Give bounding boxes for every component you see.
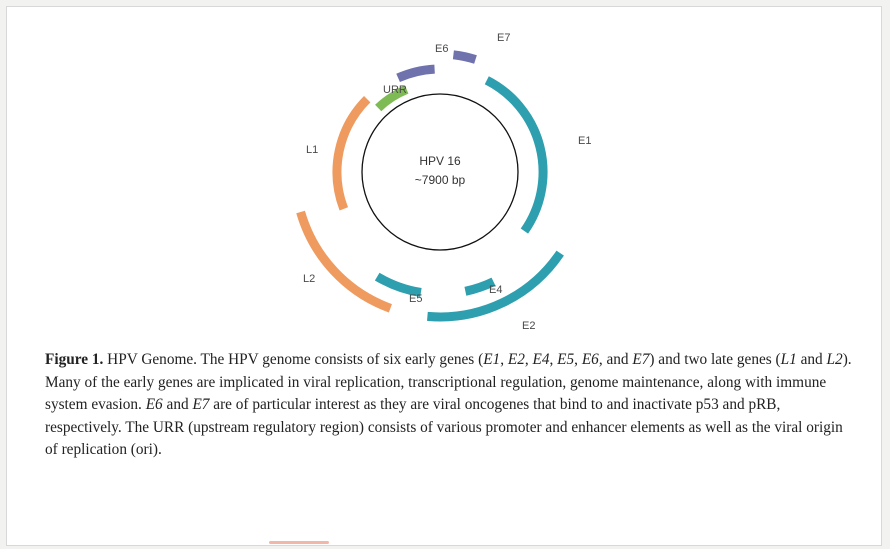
caption-segment: , <box>524 351 533 368</box>
caption-segment: , <box>574 351 582 368</box>
caption-segment: L1 <box>780 351 797 368</box>
gene-label-l1: L1 <box>306 144 319 156</box>
figure-label: Figure 1. <box>45 351 104 368</box>
caption-segment: L2 <box>826 351 843 368</box>
gene-label-e2: E2 <box>522 320 536 332</box>
caption-segment: HPV Genome. The HPV genome consists of six early genes ( <box>103 351 484 368</box>
gene-arc-e6 <box>398 69 435 78</box>
genome-ring <box>362 94 518 250</box>
caption-segment: are of particular interest as they are viral oncogenes that bind to and inactivate p53 and pRB, respectively. The URR (upstream regulatory region) consists of various promoter and enhancer elements as well as the viral origin of replication (ori). <box>45 396 843 458</box>
decorative-mark <box>269 541 329 544</box>
caption-segment: E6 <box>145 396 163 413</box>
gene-label-e6: E6 <box>435 43 449 55</box>
caption-segment: and <box>796 351 827 368</box>
caption-segment: ) and two late genes ( <box>649 351 781 368</box>
gene-arc-l1 <box>337 99 367 209</box>
hpv-genome-diagram <box>7 7 883 343</box>
figure-page <box>6 6 882 546</box>
caption-segment: E5 <box>557 351 575 368</box>
caption-segment: ). Many of the early genes are implicated in viral replication, transcriptional regulation, genome maintenance, along with immune system evasion. <box>45 351 852 413</box>
gene-label-urr: URR <box>383 84 407 96</box>
caption-segment: E2 <box>507 351 525 368</box>
gene-label-e1: E1 <box>578 135 592 147</box>
gene-label-l2: L2 <box>303 273 316 285</box>
caption-segment: and <box>162 396 193 413</box>
gene-arc-l2 <box>301 212 391 308</box>
caption-segment: E6 <box>581 351 599 368</box>
gene-arc-e7 <box>453 55 475 60</box>
caption-segment: , <box>549 351 558 368</box>
gene-label-e7: E7 <box>497 32 511 44</box>
caption-segment: E7 <box>192 396 210 413</box>
caption-body <box>45 351 852 458</box>
genome-name: HPV 16 <box>419 154 461 168</box>
figure-caption <box>45 349 855 462</box>
caption-segment: E7 <box>632 351 650 368</box>
caption-segment: E1 <box>483 351 501 368</box>
genome-size: ~7900 bp <box>414 173 466 187</box>
gene-arc-e1 <box>487 80 543 231</box>
gene-arc-e5 <box>377 277 421 293</box>
caption-segment: , and <box>598 351 633 368</box>
caption-segment: E4 <box>532 351 550 368</box>
caption-segment: , <box>500 351 508 368</box>
gene-label-e4: E4 <box>489 284 503 296</box>
gene-label-e5: E5 <box>409 293 423 305</box>
